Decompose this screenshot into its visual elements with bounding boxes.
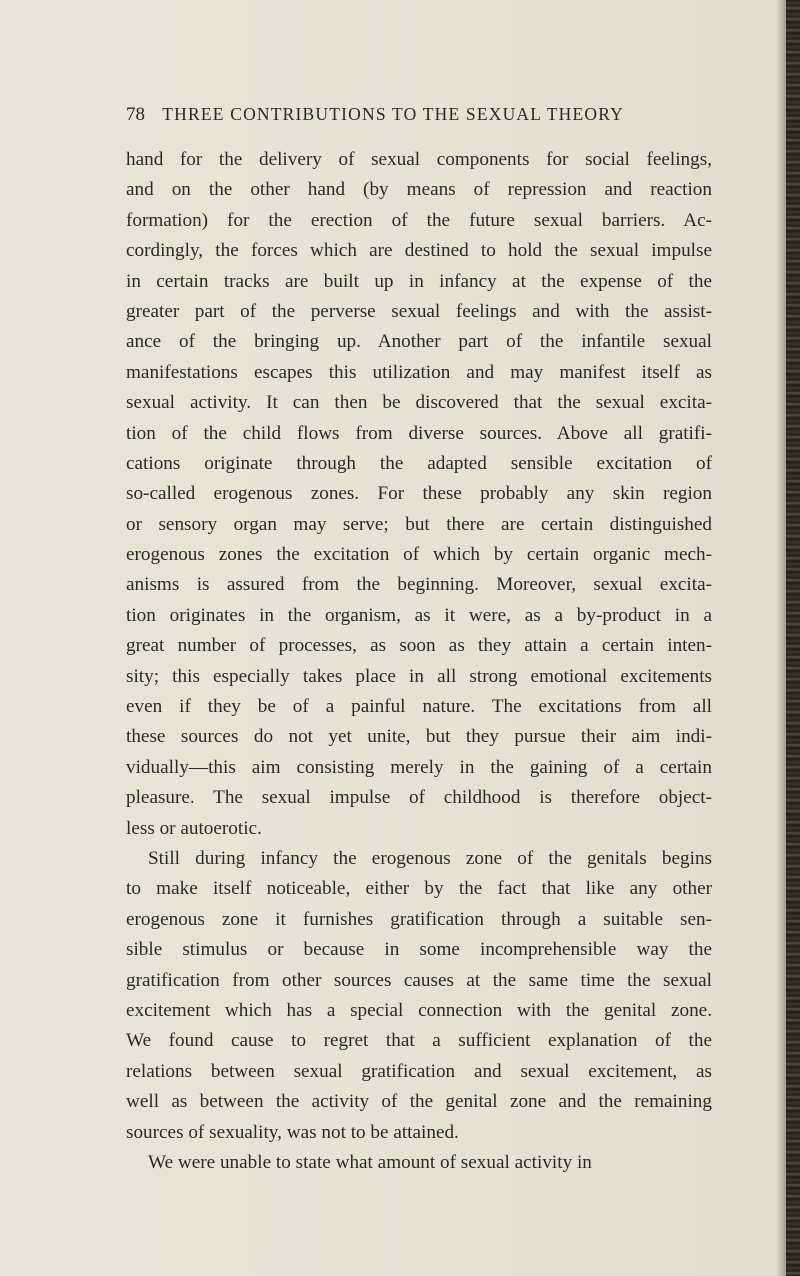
text-line: to make itself noticeable, either by the fact that like any other <box>126 878 712 900</box>
page-edge <box>786 0 800 1276</box>
running-title: THREE CONTRIBUTIONS TO THE SEXUAL THEORY <box>162 104 624 124</box>
text-line: tion of the child flows from diverse sources. Above all gratifi- <box>126 422 712 444</box>
text-line: sity; this especially takes place in all strong emotional excitements <box>126 665 712 687</box>
text-line: excitement which has a special connection with the genital zone. <box>126 999 712 1021</box>
text-line: hand for the delivery of sexual components for social feelings, <box>126 149 712 170</box>
text-line: cations originate through the adapted sensible excitation of <box>126 452 712 474</box>
text-line: well as between the activity of the genital zone and the remaining <box>126 1091 712 1113</box>
text-line: sible stimulus or because in some incomprehensible way the <box>126 939 712 961</box>
page-number: 78 <box>126 104 145 125</box>
text-line: vidually—this aim consisting merely in the gaining of a certain <box>126 756 712 778</box>
page-gutter-shadow <box>776 0 786 1276</box>
text-line: so-called erogenous zones. For these probably any skin region <box>126 483 712 505</box>
text-line: greater part of the perverse sexual feelings and with the assist- <box>126 300 712 322</box>
text-line: We found cause to regret that a sufficient explanation of the <box>126 1030 712 1052</box>
text-line: even if they be of a painful nature. The excitations from all <box>126 696 712 718</box>
text-line: ance of the bringing up. Another part of the infantile sexual <box>126 331 712 353</box>
text-line: sources of sexuality, was not to be attained. <box>126 1121 459 1143</box>
text-line: formation) for the erection of the future sexual barriers. Ac- <box>126 209 712 231</box>
text-line: tion originates in the organism, as it were, as a by-product in a <box>126 604 712 626</box>
text-line: Still during infancy the erogenous zone of the genitals begins <box>148 847 712 869</box>
text-line: pleasure. The sexual impulse of childhood is therefore object- <box>126 787 712 809</box>
text-line: anisms is assured from the beginning. Moreover, sexual excita- <box>126 574 712 596</box>
text-line: manifestations escapes this utilization and may manifest itself as <box>126 361 712 383</box>
running-head <box>126 104 716 126</box>
text-line: erogenous zone it furnishes gratification through a suitable sen- <box>126 908 712 930</box>
text-line: We were unable to state what amount of sexual activity in <box>148 1151 592 1173</box>
text-line: gratification from other sources causes at the same time the sexual <box>126 969 712 991</box>
text-line: erogenous zones the excitation of which by certain organic mech- <box>126 544 712 566</box>
text-line: less or autoerotic. <box>126 817 262 839</box>
text-line: sexual activity. It can then be discovered that the sexual excita- <box>126 392 712 414</box>
text-line: cordingly, the forces which are destined to hold the sexual impulse <box>126 240 712 262</box>
text-line: great number of processes, as soon as they attain a certain inten- <box>126 635 712 657</box>
text-line: in certain tracks are built up in infancy at the expense of the <box>126 270 712 292</box>
text-line: and on the other hand (by means of repression and reaction <box>126 179 712 201</box>
text-line: these sources do not yet unite, but they pursue their aim indi- <box>126 726 712 748</box>
text-line: or sensory organ may serve; but there are certain distinguished <box>126 513 712 535</box>
text-line: relations between sexual gratification and sexual excitement, as <box>126 1060 712 1082</box>
body-text <box>126 145 712 1178</box>
